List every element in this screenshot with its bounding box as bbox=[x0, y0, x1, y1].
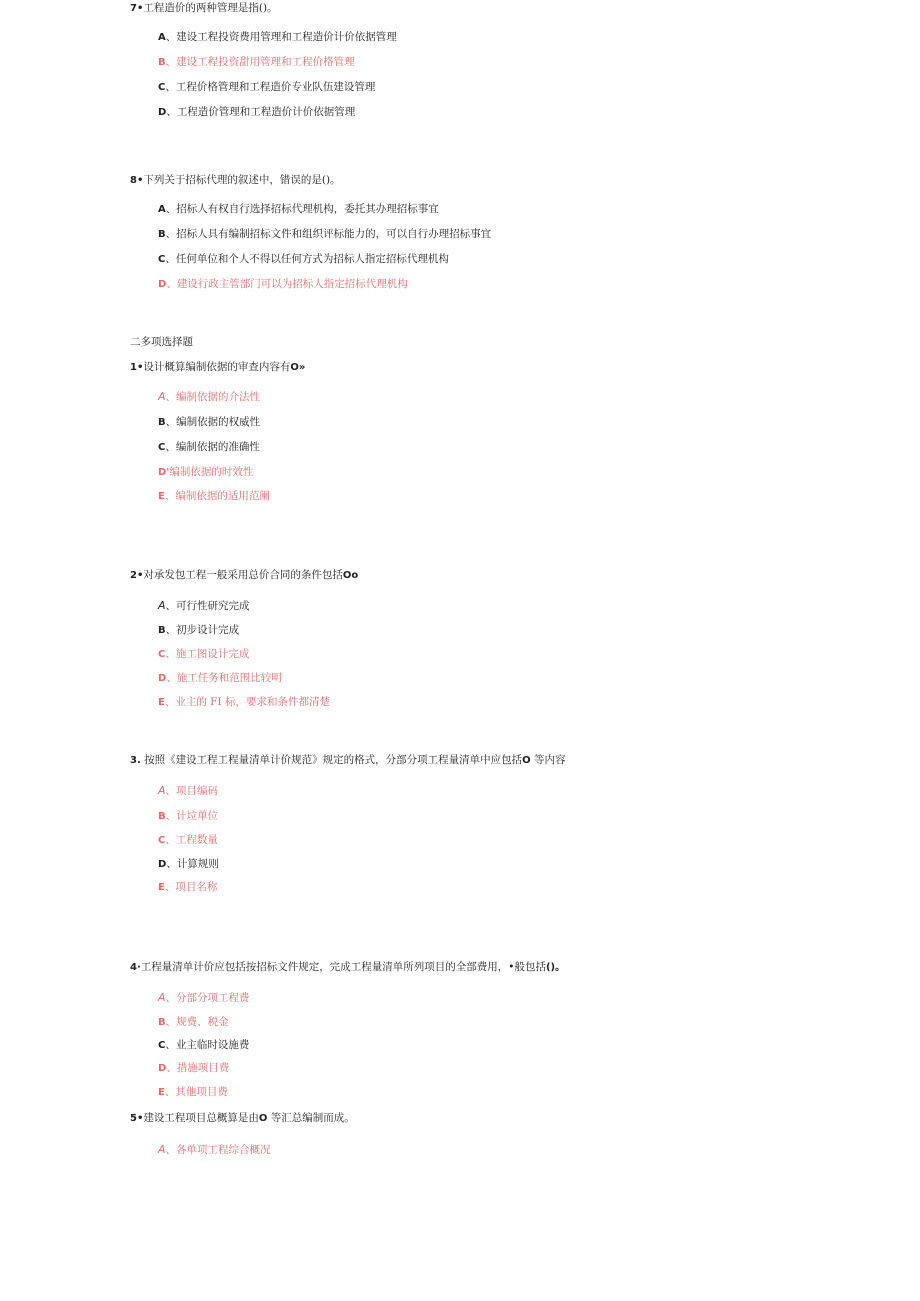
option-m3c: C、工程数量 bbox=[158, 834, 218, 846]
option-m3b: B、计垃单位 bbox=[158, 810, 219, 822]
option-m1a: A、编制依据的介法性 bbox=[158, 390, 261, 403]
option-m4c: C、业主临时设施费 bbox=[158, 1039, 250, 1051]
option-m4b: B、规费、税金 bbox=[158, 1016, 229, 1028]
option-8b: B、招标人具有编制招标文件和组织评标能力的，可以自行办理招标事宜 bbox=[158, 228, 492, 240]
multi-question-5: 5•建设工程项目总概算是由O 等汇总编制而成。 bbox=[130, 1112, 355, 1124]
option-m2e: E、业主的 FI 标，要求和条件都清楚 bbox=[158, 696, 330, 708]
question-7 bbox=[130, 1, 278, 16]
option-m1d: D'编制依据的时效性 bbox=[158, 466, 254, 478]
option-m5a: A、各单项工程综合概况 bbox=[158, 1143, 271, 1156]
multi-question-1: 1•设计概算编制依据的审查内容有O» bbox=[130, 361, 306, 373]
option-m2c: C、施工图设计完成 bbox=[158, 648, 250, 660]
option-m1c: C、编制依据的准确性 bbox=[158, 441, 260, 453]
option-m4e: E、其他项目费 bbox=[158, 1086, 228, 1098]
question-8 bbox=[130, 173, 341, 188]
option-m2a: A、可行性研究完成 bbox=[158, 599, 250, 612]
option-m4a: A、分部分项工程费 bbox=[158, 991, 250, 1004]
option-7b: B、建设工程投资甜用管理和工程价格管理 bbox=[158, 56, 355, 68]
option-m4d: D、措施项目费 bbox=[158, 1062, 230, 1074]
option-m3e: E、项目名称 bbox=[158, 881, 218, 893]
option-m1e: E、编制依据的适用范阑 bbox=[158, 490, 270, 502]
option-8a: A、招标人有权自行选择招标代理机构，委托其办理招标事宜 bbox=[158, 203, 439, 215]
question-text: 工程造价的两种管理是指()。 bbox=[143, 2, 278, 14]
option-7a: A、建设工程投资费用管理和工程造价计价依据管理 bbox=[158, 31, 397, 43]
question-number: 8• bbox=[130, 175, 144, 186]
multi-question-2: 2•对承发包工程一般采用总价合同的条件包括Oo bbox=[130, 569, 359, 581]
option-m2b: B、初步设计完成 bbox=[158, 624, 240, 636]
option-8d: D、建设行政主管部门可以为招标人指定招标代理机构 bbox=[158, 278, 408, 290]
option-m3d: D、计算规则 bbox=[158, 858, 219, 870]
option-m2d: D、施工任务和范围比较明 bbox=[158, 672, 282, 684]
option-7c: C、工程价格管理和工程造价专业队伍建设管理 bbox=[158, 81, 376, 93]
option-m1b: B、编制依据的权威性 bbox=[158, 416, 261, 428]
question-text: 下列关于招标代理的叙述中，错误的是()。 bbox=[143, 174, 341, 186]
multi-question-4: 4·工程量清单计价应包括按招标文件规定，完成工程量清单所列项目的全部费用，•般包括()。 bbox=[130, 961, 566, 973]
option-m3a: A、项目编码 bbox=[158, 784, 219, 797]
question-number: 7• bbox=[130, 3, 144, 14]
multi-question-3: 3. 按照《建设工程工程量清单计价规范》规定的格式，分部分项工程量清单中应包括O 等内容 bbox=[130, 754, 566, 766]
section-title: 二多项选择题 bbox=[130, 336, 193, 348]
option-8c: C、任何单位和个人不得以任何方式为招标人指定招标代理机构 bbox=[158, 253, 449, 265]
option-7d: D、工程造价管理和工程造价计价依据管理 bbox=[158, 106, 356, 118]
